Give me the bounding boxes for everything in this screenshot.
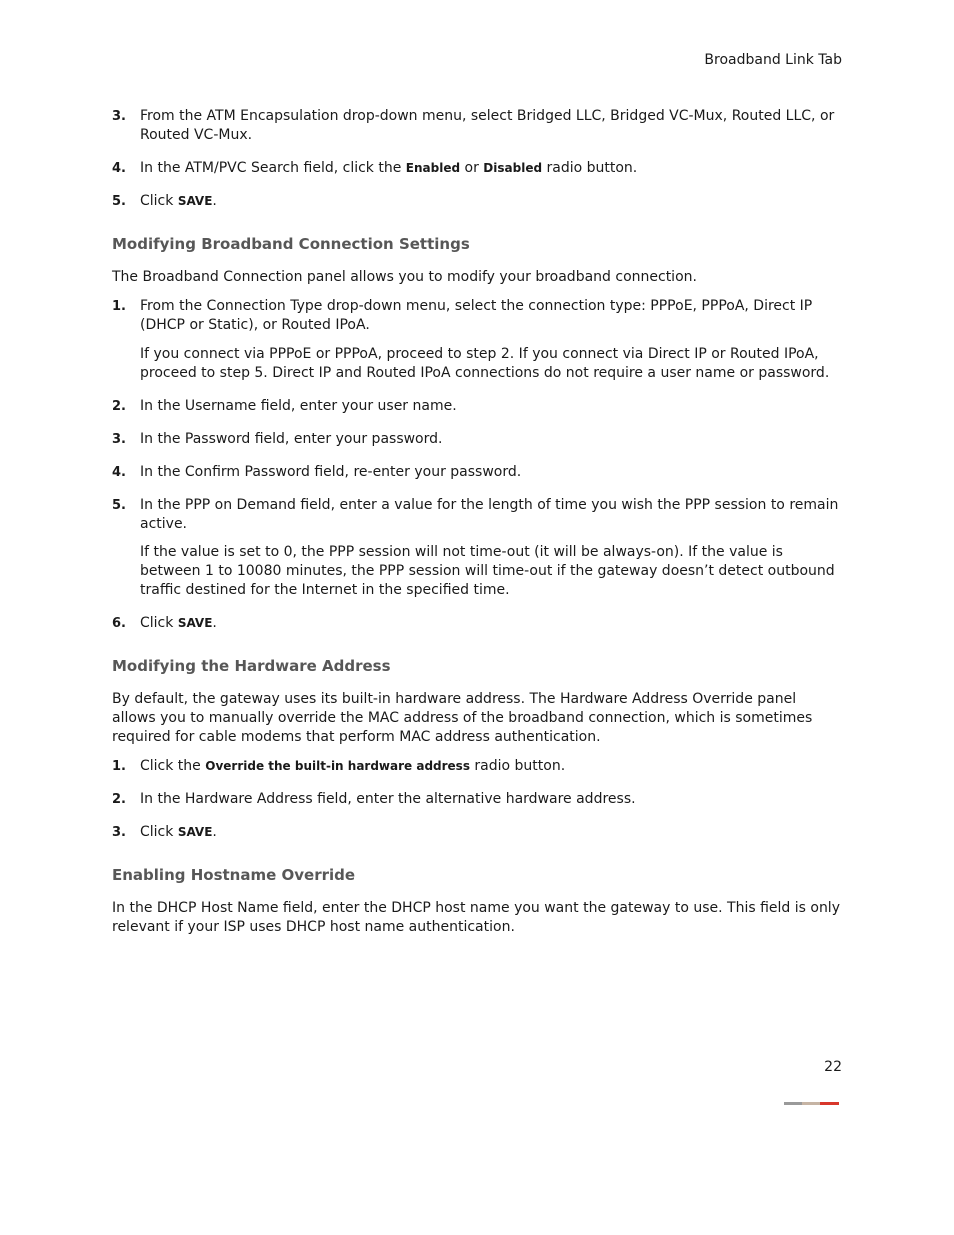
list-item [112,614,842,633]
ui-term-save: SAVE [177,194,213,208]
ui-term-override: Override the built-in hardware address [205,759,470,773]
ui-term-save: SAVE [177,616,213,630]
step-number: 3. [112,825,126,840]
step-note: If the value is set to 0, the PPP session will not time-out (it will be always-on). If the value is between 1 to 10080 minutes, the PPP session will time-out if the gateway doesn’t detect outbound traffic destined for the Internet in the specified time. [140,544,835,598]
ui-term-save: SAVE [177,825,213,839]
step-number: 5. [112,194,126,209]
step-number: 1. [112,299,126,314]
step-text-part: In the ATM/PVC Search field, click the [140,160,406,176]
list-item [112,397,842,416]
step-text [140,757,842,776]
step-text-part: radio button. [542,160,638,176]
step-number: 3. [112,109,126,124]
section-intro: By default, the gateway uses its built-in hardware address. The Hardware Address Override panel allows you to manually override the MAC address of the broadband connection, which is sometimes required for cable modems that perform MAC address authentication. [112,691,813,745]
list-item [112,192,842,211]
step-number: 2. [112,792,126,807]
step-body [140,297,842,383]
list-item [112,107,842,145]
step-number: 1. [112,759,126,774]
step-text [140,823,842,842]
list-item [112,496,842,600]
step-number: 4. [112,161,126,176]
step-number: 5. [112,498,126,513]
section-intro: The Broadband Connection panel allows you to modify your broadband connection. [112,269,697,285]
step-number: 2. [112,399,126,414]
page-content [112,107,842,947]
step-text-part: Click [140,615,178,631]
step-body [140,496,842,600]
list-item [112,757,842,776]
list-item [112,430,842,449]
step-text: From the ATM Encapsulation drop-down menu, select Bridged LLC, Bridged VC-Mux, Routed LLC, or Routed VC-Mux. [140,108,835,143]
list-item [112,463,842,482]
section-heading-connection: Modifying Broadband Connection Settings [112,235,470,253]
step-text-part: . [212,193,217,209]
step-text: In the Confirm Password field, re-enter your password. [140,464,522,480]
list-item [112,159,842,178]
section-heading-hardware: Modifying the Hardware Address [112,657,391,675]
list-item [112,790,842,809]
ui-term-disabled: Disabled [483,161,543,175]
step-text: In the Username field, enter your user name. [140,398,457,414]
step-text: In the Hardware Address field, enter the alternative hardware address. [140,791,636,807]
step-text-part: . [212,615,217,631]
step-number: 4. [112,465,126,480]
section-intro: In the DHCP Host Name field, enter the DHCP host name you want the gateway to use. This field is only relevant if your ISP uses DHCP host name authentication. [112,900,840,935]
list-item [112,297,842,383]
step-text-part: or [460,160,484,176]
step-text-part: Click [140,193,178,209]
step-text: In the Password field, enter your password. [140,431,443,447]
footer-color-bars [784,1102,839,1105]
section-heading-hostname: Enabling Hostname Override [112,866,356,884]
step-text-part: . [212,824,217,840]
step-text [140,159,842,178]
step-text-part: Click [140,824,178,840]
step-text: From the Connection Type drop-down menu, select the connection type: PPPoE, PPPoA, Direct IP (DHCP or Static), or Routed IPoA. [140,298,813,333]
footer-bar-tan [802,1102,820,1105]
step-text-part: Click the [140,758,206,774]
footer-bar-red [820,1102,839,1105]
step-text: In the PPP on Demand field, enter a value for the length of time you wish the PPP session to remain active. [140,497,839,532]
step-number: 6. [112,616,126,631]
step-text [140,614,842,633]
step-text [140,192,842,211]
footer-bar-gray [784,1102,802,1105]
page-number: 22 [824,1059,842,1075]
list-item [112,823,842,842]
step-note: If you connect via PPPoE or PPPoA, proceed to step 2. If you connect via Direct IP or Routed IPoA, proceed to step 5. Direct IP and Routed IPoA connections do not require a user name or password. [140,346,830,381]
step-text-part: radio button. [469,758,566,774]
running-header: Broadband Link Tab [704,52,842,68]
step-number: 3. [112,432,126,447]
ui-term-enabled: Enabled [405,161,461,175]
